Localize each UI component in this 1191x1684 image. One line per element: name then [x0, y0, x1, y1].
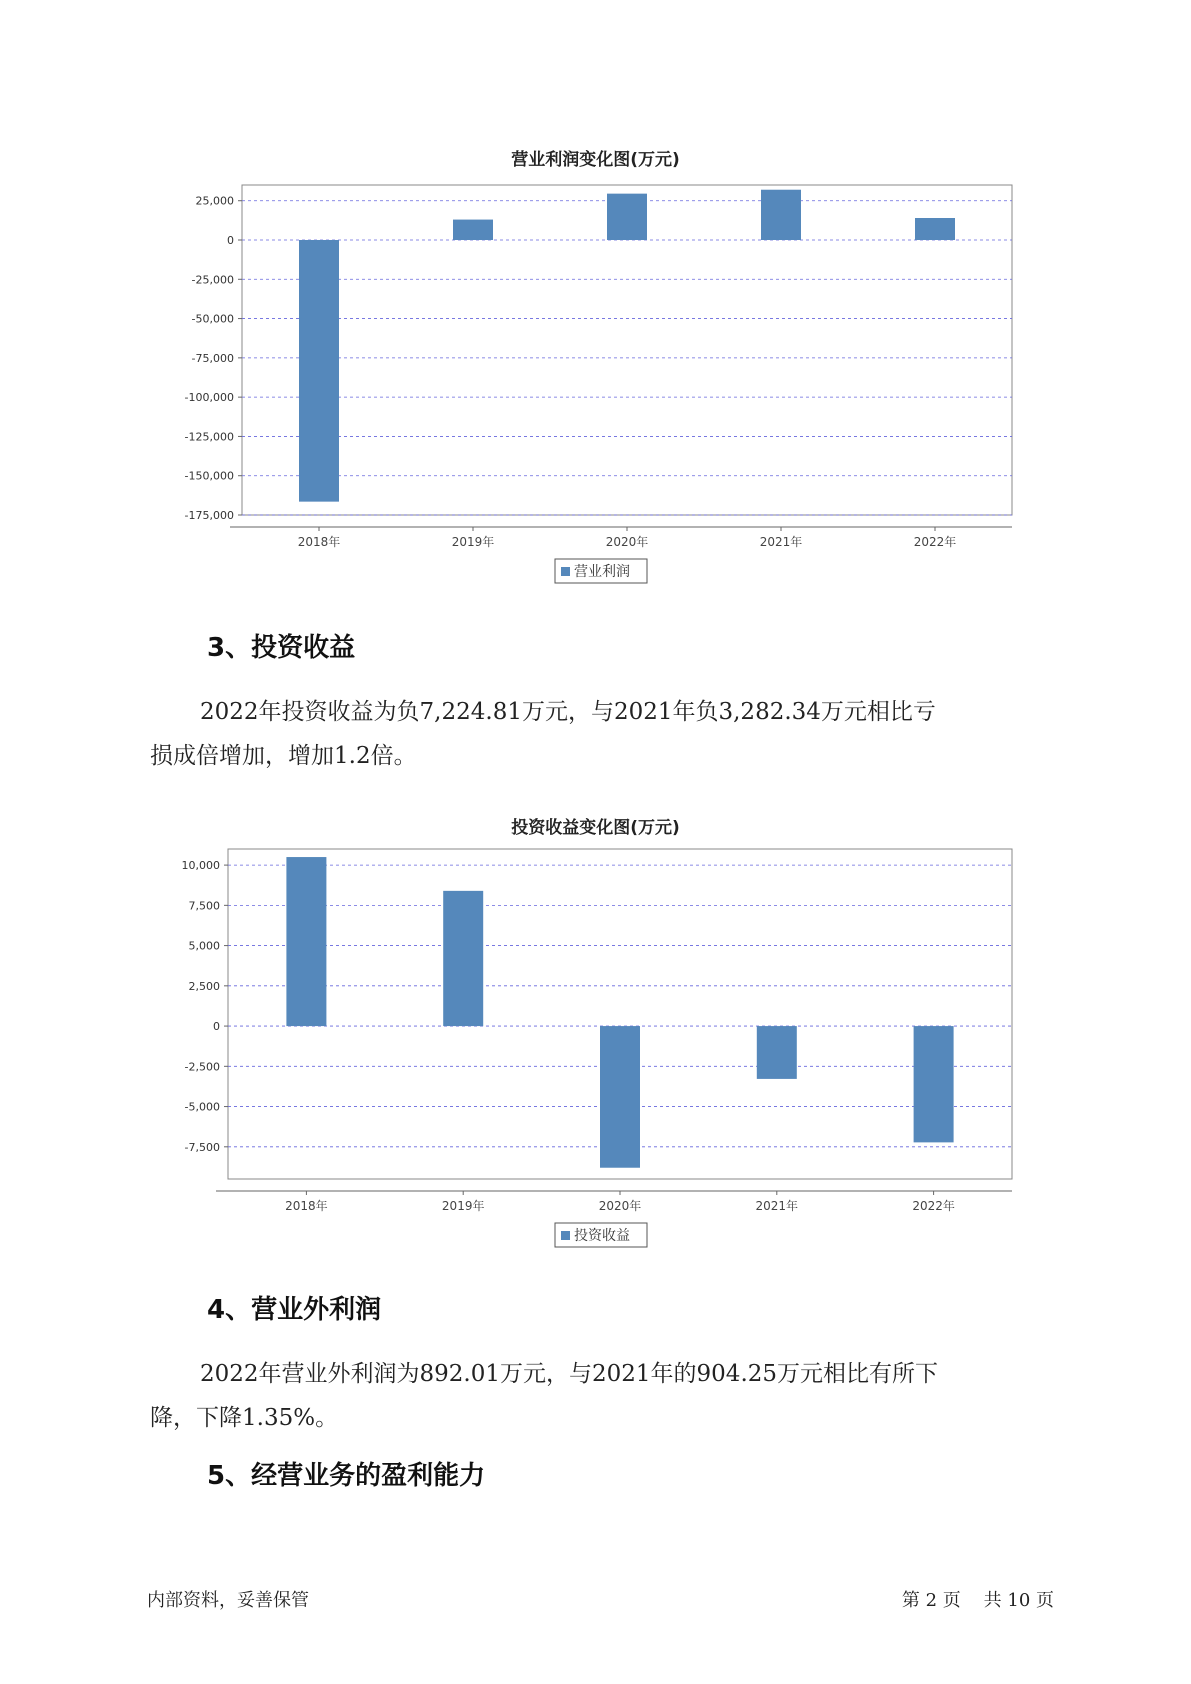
y-tick-label: 25,000 [195, 194, 234, 208]
section3-line1: 2022年投资收益为负7,224.81万元，与2021年负3,282.34万元相比亏 [200, 699, 936, 725]
x-tick-label: 2020年 [605, 535, 649, 549]
section4-line2: 降，下降1.35%。 [150, 1405, 339, 1431]
legend-swatch [561, 1231, 570, 1240]
y-tick-label: 5,000 [188, 939, 220, 953]
bar-2020年 [607, 194, 647, 240]
y-tick-label: 0 [227, 234, 234, 247]
y-tick-label: -150,000 [184, 469, 234, 483]
y-tick-label: -7,500 [184, 1140, 220, 1154]
bar-2018年 [299, 240, 339, 502]
legend-label: 投资收益 [574, 1228, 630, 1244]
footer-page-number: 第 2 页 共 10 页 [901, 1590, 1054, 1611]
bar-2019年 [443, 891, 483, 1026]
y-tick-label: -125,000 [184, 430, 234, 444]
x-tick-label: 2021年 [759, 535, 803, 549]
y-tick-label: -5,000 [184, 1100, 220, 1114]
x-tick-label: 2018年 [297, 535, 341, 549]
y-tick-label: -50,000 [191, 312, 234, 326]
y-tick-label: 7,500 [188, 899, 220, 913]
section3-paragraph [150, 690, 1050, 778]
y-tick-label: -175,000 [184, 509, 234, 522]
legend-swatch [561, 567, 570, 576]
y-tick-label: -100,000 [184, 391, 234, 405]
bar-2021年 [757, 1026, 797, 1079]
legend-label: 营业利润 [574, 564, 630, 580]
bar-2019年 [453, 220, 493, 240]
x-tick-label: 2022年 [912, 1199, 955, 1213]
x-tick-label: 2022年 [913, 535, 957, 549]
section4-paragraph [150, 1352, 1050, 1440]
bar-2022年 [915, 218, 955, 240]
y-tick-label: 10,000 [181, 859, 220, 873]
section4-line1: 2022年营业外利润为892.01万元，与2021年的904.25万元相比有所下 [200, 1361, 939, 1387]
footer-confidential-note: 内部资料，妥善保管 [147, 1590, 309, 1611]
y-tick-label: -75,000 [191, 351, 234, 365]
section3-line2: 损成倍增加，增加1.2倍。 [150, 743, 417, 769]
section5-heading: 5、经营业务的盈利能力 [207, 1461, 486, 1491]
section4-heading: 4、营业外利润 [207, 1295, 382, 1325]
y-tick-label: -2,500 [184, 1060, 220, 1074]
bar-2021年 [761, 190, 801, 240]
x-tick-label: 2019年 [451, 535, 495, 549]
x-tick-label: 2020年 [598, 1199, 642, 1213]
section3-heading: 3、投资收益 [207, 633, 356, 663]
bar-2022年 [914, 1026, 954, 1142]
x-tick-label: 2018年 [285, 1199, 328, 1213]
chart2-title: 投资收益变化图(万元) [511, 818, 680, 838]
investment-income-chart [0, 838, 1191, 1258]
y-tick-label: 2,500 [188, 979, 220, 993]
y-tick-label: -25,000 [191, 273, 234, 287]
bar-2018年 [286, 857, 326, 1026]
chart1-title: 营业利润变化图(万元) [511, 150, 680, 170]
x-tick-label: 2021年 [755, 1199, 799, 1213]
bar-2020年 [600, 1026, 640, 1168]
x-tick-label: 2019年 [441, 1199, 485, 1213]
y-tick-label: 0 [213, 1020, 220, 1034]
operating-profit-chart [0, 170, 1191, 590]
